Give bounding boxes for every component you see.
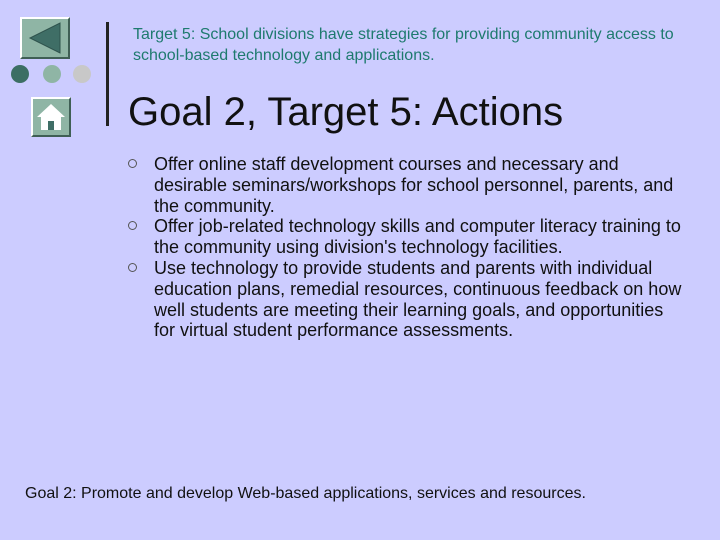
dot-light-icon xyxy=(73,65,91,83)
back-triangle-icon xyxy=(22,19,68,57)
header-divider xyxy=(106,22,109,126)
home-button[interactable] xyxy=(31,97,71,137)
circle-bullet-icon xyxy=(128,221,137,230)
action-item xyxy=(128,154,688,216)
action-item xyxy=(128,258,688,341)
circle-bullet-icon xyxy=(128,159,137,168)
home-icon xyxy=(33,99,69,135)
target-description: Target 5: School divisions have strategies for providing community access to school-based technology and applications. xyxy=(133,26,674,64)
action-item xyxy=(128,216,688,258)
circle-bullet-icon xyxy=(128,263,137,272)
back-button[interactable] xyxy=(20,17,70,59)
dot-medium-icon xyxy=(43,65,61,83)
dot-dark-icon xyxy=(11,65,29,83)
action-text: Use technology to provide students and parents with individual education plans, remedial resources, continuous feedback on how well students are meeting their learning goals, and opportunities for virtual student performance assessments. xyxy=(154,257,682,341)
action-text: Offer online staff development courses and necessary and desirable seminars/workshops for school personnel, parents, and the community. xyxy=(154,154,674,216)
goal-footer: Goal 2: Promote and develop Web-based applications, services and resources. xyxy=(25,485,586,502)
action-text: Offer job-related technology skills and computer literacy training to the community using division's technology facilities. xyxy=(154,216,681,258)
actions-list xyxy=(128,154,688,341)
page-title: Goal 2, Target 5: Actions xyxy=(128,90,564,134)
